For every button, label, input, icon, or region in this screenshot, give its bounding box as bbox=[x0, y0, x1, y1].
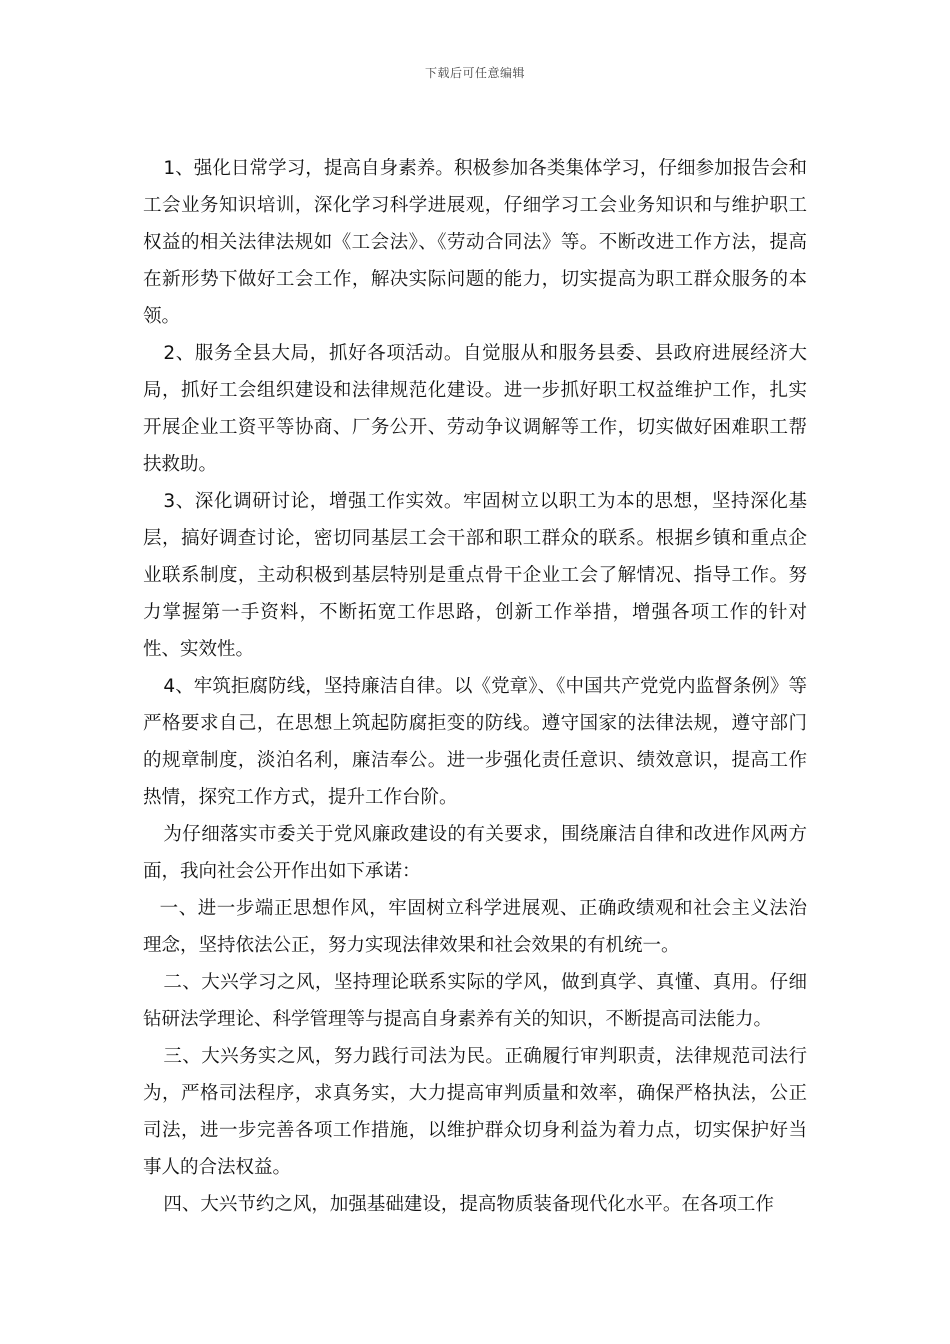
paragraph-commitment-3: 三、大兴务实之风，努力践行司法为民。正确履行审判职责，法律规范司法行为，严格司法程序，求真务实，大力提高审判质量和效率，确保严格执法，公正司法，进一步完善各项工作措施，以维护群众切身利益为着力点，切实保护好当事人的合法权益。 bbox=[143, 1046, 807, 1178]
paragraph-item-2: 2、服务全县大局，抓好各项活动。自觉服从和服务县委、县政府进展经济大局，抓好工会组织建设和法律规范化建设。进一步抓好职工权益维护工作，扎实开展企业工资平等协商、厂务公开、劳动争议调解等工作，切实做好困难职工帮扶救助。 bbox=[143, 343, 807, 475]
page-header: 下载后可任意编辑 bbox=[424, 66, 525, 80]
paragraph-commitment-4: 四、大兴节约之风，加强基础建设，提高物质装备现代化水平。在各项工作 bbox=[163, 1194, 774, 1215]
paragraph-item-4: 4、牢筑拒腐防线，坚持廉洁自律。以《党章》、《中国共产党党内监督条例》等严格要求自己，在思想上筑起防腐拒变的防线。遵守国家的法律法规，遵守部门的规章制度，淡泊名利，廉洁奉公。进一步强化责任意识、绩效意识，提高工作热情，探究工作方式，提升工作台阶。 bbox=[143, 676, 807, 808]
document-body bbox=[143, 150, 807, 1223]
paragraph-commitment-intro: 为仔细落实市委关于党风廉政建设的有关要求，围绕廉洁自律和改进作风两方面，我向社会公开作出如下承诺： bbox=[143, 824, 807, 882]
paragraph-commitment-2: 二、大兴学习之风，坚持理论联系实际的学风，做到真学、真懂、真用。仔细钻研法学理论、科学管理等与提高自身素养有关的知识，不断提高司法能力。 bbox=[143, 972, 807, 1030]
paragraph-item-3: 3、深化调研讨论，增强工作实效。牢固树立以职工为本的思想，坚持深化基层，搞好调查讨论，密切同基层工会干部和职工群众的联系。根据乡镇和重点企业联系制度，主动积极到基层特别是重点骨干企业工会了解情况、指导工作。努力掌握第一手资料，不断拓宽工作思路，创新工作举措，增强各项工作的针对性、实效性。 bbox=[143, 491, 807, 660]
paragraph-item-1: 1、强化日常学习，提高自身素养。积极参加各类集体学习，仔细参加报告会和工会业务知识培训，深化学习科学进展观，仔细学习工会业务知识和与维护职工权益的相关法律法规如《工会法》、《劳动合同法》等。不断改进工作方法，提高在新形势下做好工会工作，解决实际问题的能力，切实提高为职工群众服务的本领。 bbox=[143, 158, 807, 327]
paragraph-commitment-1: 一、进一步端正思想作风，牢固树立科学进展观、正确政绩观和社会主义法治理念，坚持依法公正，努力实现法律效果和社会效果的有机统一。 bbox=[143, 898, 807, 956]
